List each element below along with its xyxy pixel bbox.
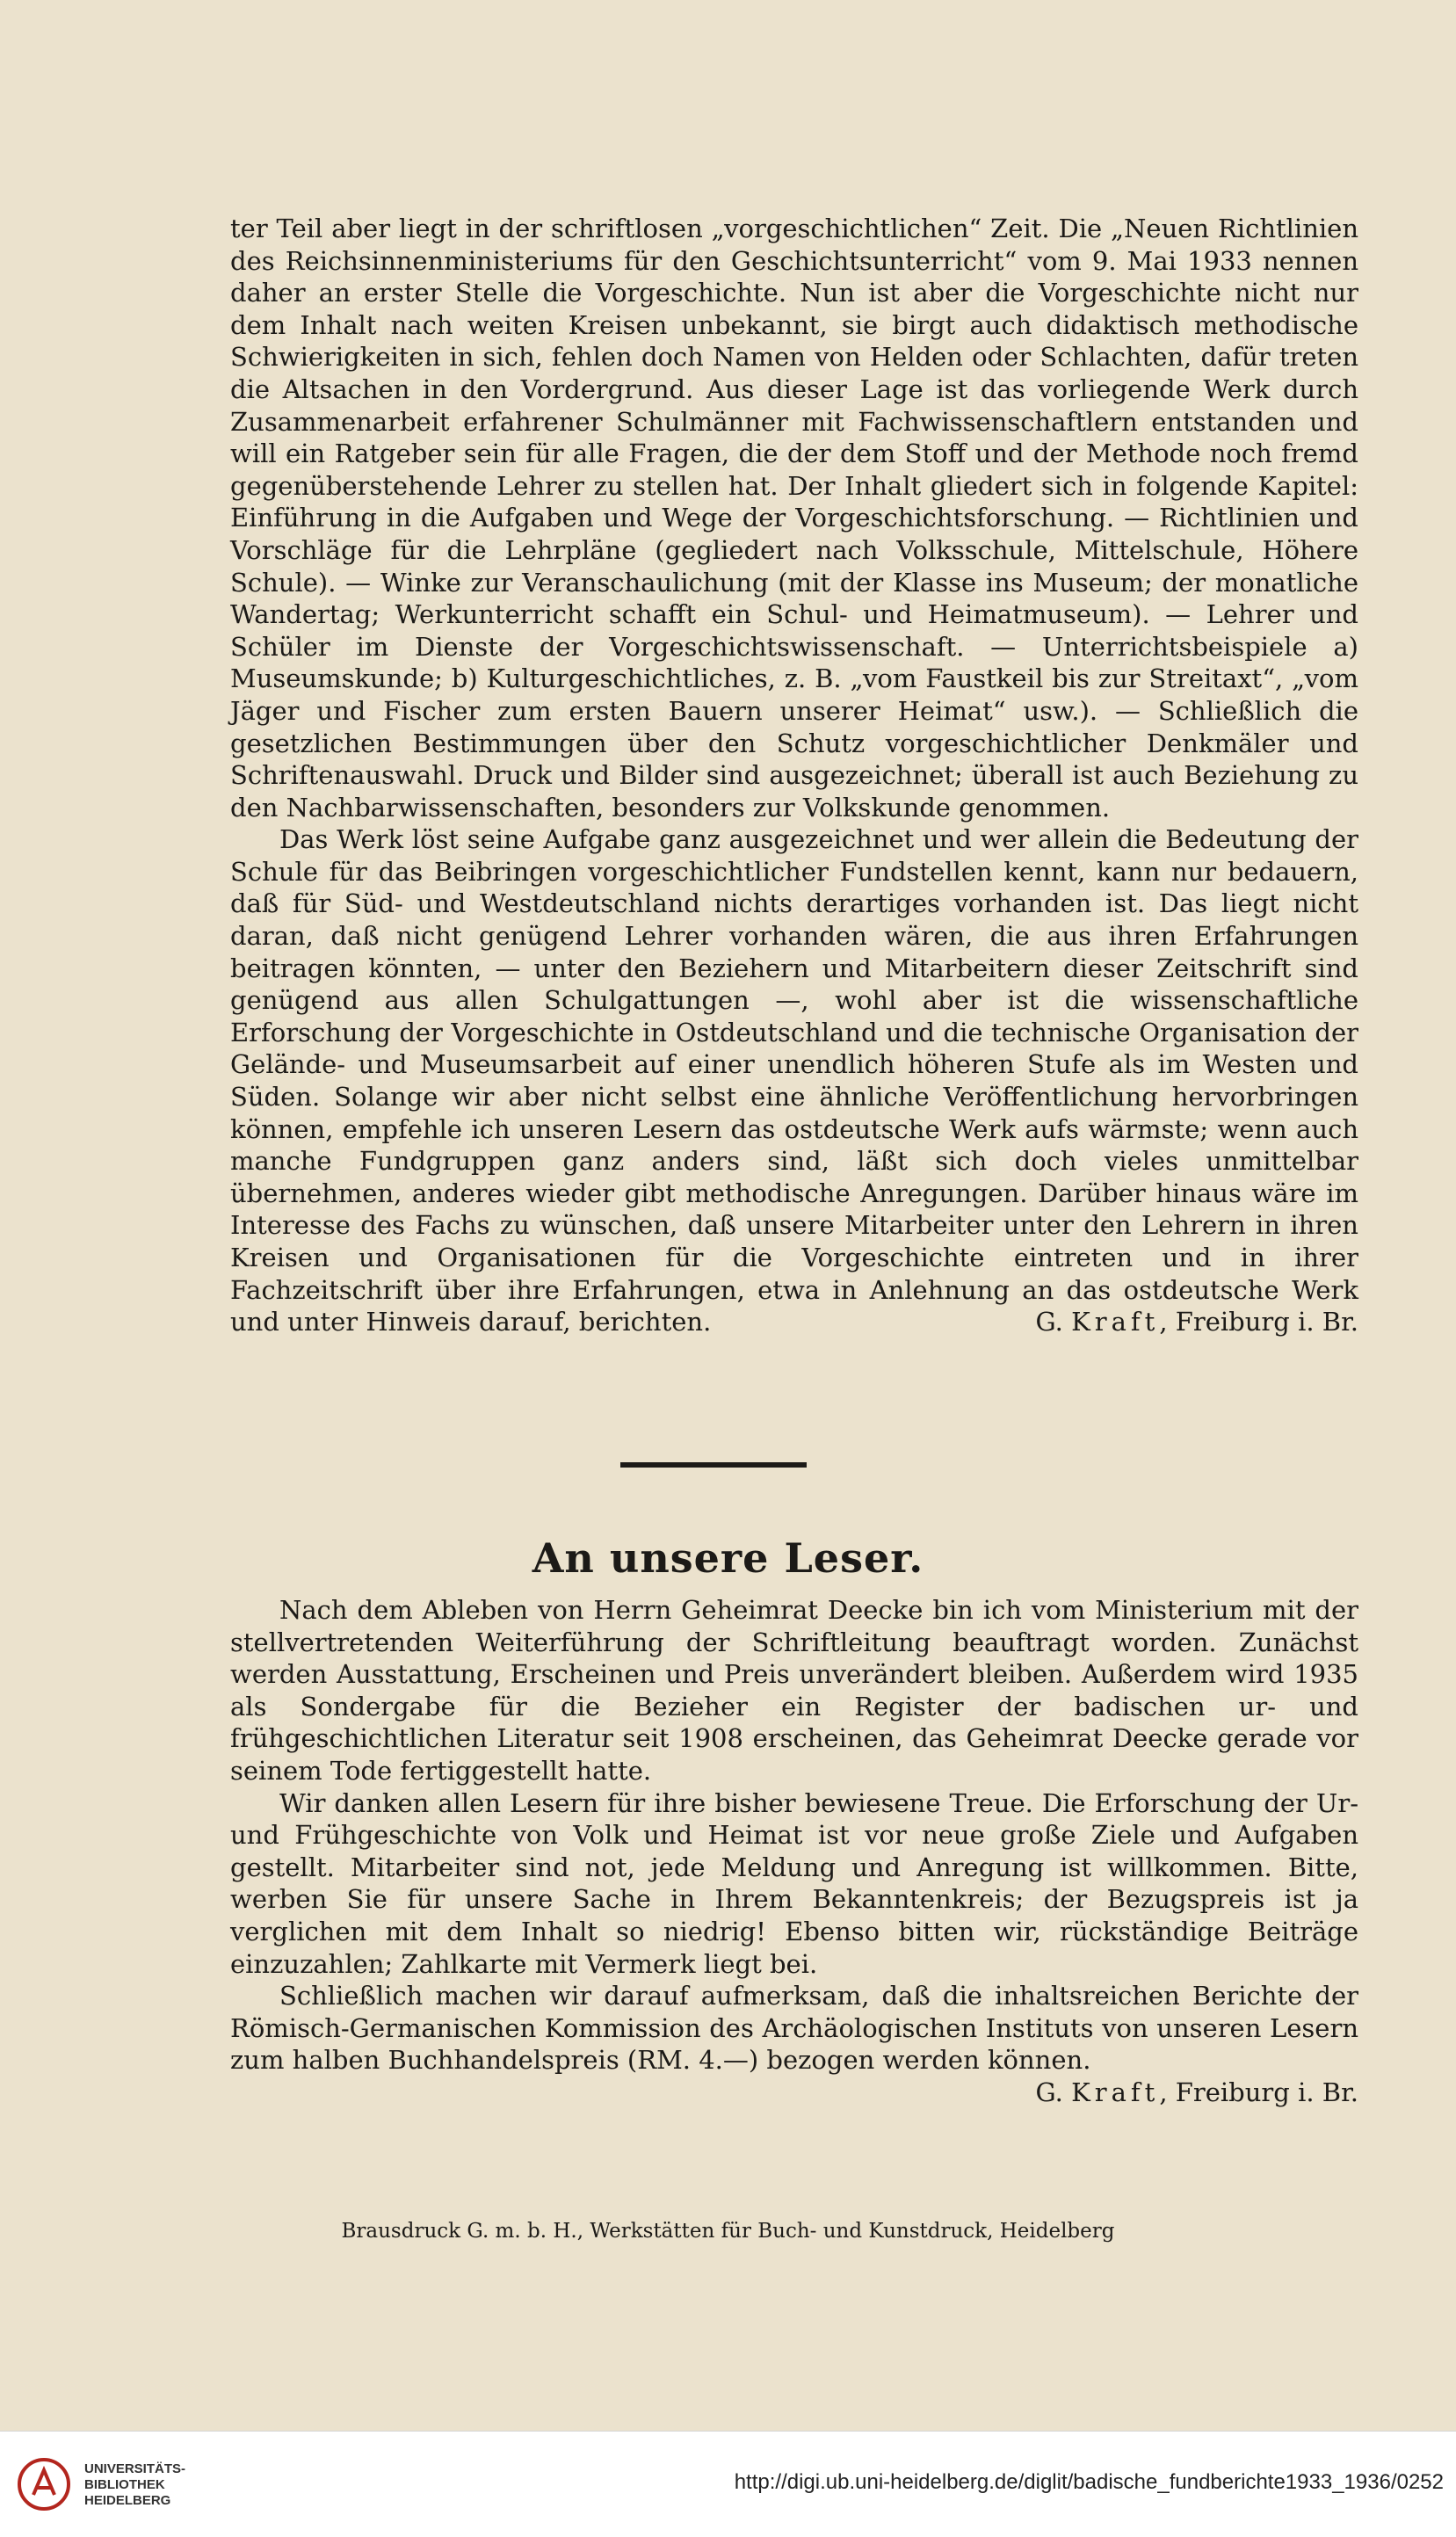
notice-heading: An unsere Leser. <box>532 1534 924 1582</box>
library-name <box>84 2461 185 2509</box>
notice-signature-place: , Freiburg i. Br. <box>1159 2077 1358 2107</box>
review-signature-name: Kraft <box>1071 1307 1160 1337</box>
library-name-line-3: HEIDELBERG <box>84 2493 171 2508</box>
notice-paragraph-3 <box>230 1980 1358 2107</box>
notice-paragraph-2: Wir danken allen Lesern für ihre bisher bewiesene Treue. Die Erforschung der Ur- und Frühgeschichte von Volk und Heimat ist vor neue große Ziele und Aufgaben gestellt. Mitarbeiter sind not, jede Meldung und Anregung ist willkommen. Bitte, werben Sie für unsere Sache in Ihrem Bekanntenkreis; der Bezugspreis ist ja verglichen mit dem Inhalt so niedrig! Ebenso bitten wir, rückständige Beiträge einzuzahlen; Zahlkarte mit Vermerk liegt bei. <box>230 1787 1358 1979</box>
review-signature-initial: G. <box>1035 1307 1063 1337</box>
source-url-link[interactable]: http://digi.ub.uni-heidelberg.de/diglit/badische_fundberichte1933_1936/0252 <box>734 2470 1444 2494</box>
review-signature <box>987 1306 1358 1338</box>
review-paragraph-2-text: Das Werk löst seine Aufgabe ganz ausgezeichnet und wer allein die Bedeutung der Schule für das Beibringen vorgeschichtlicher Fundstellen kennt, kann nur bedauern, daß für Süd- und Westdeutschland nichts derartiges vorhanden ist. Das liegt nicht daran, daß nicht genügend Lehrer vorhanden wären, die aus ihren Erfahrungen beitragen könnten, — unter den Beziehern und Mitarbeitern dieser Zeitschrift sind genügend aus allen Schulgattungen —, wohl aber ist die wissenschaftliche Erforschung der Vorgeschichte in Ostdeutschland und die technische Organisation der Gelände- und Museumsarbeit auf einer unendlich höheren Stufe als im Westen und Süden. Solange wir aber nicht selbst eine ähnliche Veröffentlichung hervorbringen können, empfehle ich unseren Lesern das ostdeutsche Werk aufs wärmste; wenn auch manche Fundgruppen ganz anders sind, läßt sich doch vieles unmittelbar übernehmen, anderes wieder gibt methodische Anregungen. Darüber hinaus wäre im Interesse des Fachs zu wünschen, daß unsere Mitarbeiter unter den Lehrern in ihren Kreisen und Organisationen für die Vorgeschichte eintreten und in ihrer Fachzeitschrift über ihre Erfahrungen, etwa in Anlehnung an das ostdeutsche Werk und unter Hinweis darauf, berichten. <box>230 824 1358 1337</box>
library-name-line-1: UNIVERSITÄTS- <box>84 2461 186 2476</box>
review-paragraph-1: ter Teil aber liegt in der schriftlosen „vorgeschichtlichen“ Zeit. Die „Neuen Richtlinien des Reichsinnenministeriums für den Geschichtsunterricht“ vom 9. Mai 1933 nennen daher an erster Stelle die Vorgeschichte. Nun ist aber die Vorgeschichte nicht nur dem Inhalt nach weiten Kreisen unbekannt, sie birgt auch didaktisch methodische Schwierigkeiten in sich, fehlen doch Namen von Helden oder Schlachten, dafür treten die Altsachen in den Vordergrund. Aus dieser Lage ist das vorliegende Werk durch Zusammenarbeit erfahrener Schulmänner mit Fachwissenschaftlern entstanden und will ein Ratgeber sein für alle Fragen, die der dem Stoff und der Methode noch fremd gegenüberstehende Lehrer zu stellen hat. Der Inhalt gliedert sich in folgende Kapitel: Einführung in die Aufgaben und Wege der Vorgeschichtsforschung. — Richtlinien und Vorschläge für die Lehrpläne (gegliedert nach Volksschule, Mittelschule, Höhere Schule). — Winke zur Veranschaulichung (mit der Klasse ins Museum; der monatliche Wandertag; Werkunterricht schafft ein Schul- und Heimatmuseum). — Lehrer und Schüler im Dienste der Vorgeschichtswissenschaft. — Unterrichtsbeispiele a) Museumskunde; b) Kulturgeschichtliches, z. B. „vom Faustkeil bis zur Streitaxt“, „vom Jäger und Fischer zum ersten Bauern unserer Heimat“ usw.). — Schließlich die gesetzlichen Bestimmungen über den Schutz vorgeschichtlicher Denkmäler und Schriftenauswahl. Druck und Bilder sind ausgezeichnet; überall ist auch Beziehung zu den Nachbarwissenschaften, besonders zur Volkskunde genommen. <box>230 214 1358 823</box>
review-signature-place: , Freiburg i. Br. <box>1159 1307 1358 1337</box>
notice-paragraph-1: Nach dem Ableben von Herrn Geheimrat Deecke bin ich vom Ministerium mit der stellvertretenden Weiterführung der Schriftleitung beauftragt worden. Zunächst werden Ausstattung, Erscheinen und Preis unverändert bleiben. Außerdem wird 1935 als Sondergabe für die Bezieher ein Register der badischen ur- und frühgeschichtlichen Literatur seit 1908 erscheinen, das Geheimrat Deecke gerade vor seinem Tode fertiggestellt hatte. <box>230 1595 1358 1786</box>
notice-paragraph-3-text: Schließlich machen wir darauf aufmerksam, daß die inhaltsreichen Berichte der Römisch-Germanischen Kommission des Archäologischen Instituts von unseren Lesern zum halben Buchhandelspreis (RM. 4.—) bezogen werden können. <box>230 1981 1358 2076</box>
section-divider <box>620 1462 807 1468</box>
review-paragraph-2 <box>230 823 1358 1338</box>
notice-signature-initial: G. <box>1035 2077 1063 2107</box>
reader-notice <box>230 1594 1358 2109</box>
notice-signature-name: Kraft <box>1071 2077 1160 2107</box>
library-name-line-2: BIBLIOTHEK <box>84 2477 165 2492</box>
book-review <box>230 213 1358 1338</box>
viewer-footer <box>0 2431 1456 2537</box>
printer-imprint: Brausdruck G. m. b. H., Werkstätten für Buch- und Kunstdruck, Heidelberg <box>341 2220 1115 2243</box>
university-seal-icon <box>16 2456 72 2512</box>
notice-signature <box>987 2077 1358 2109</box>
